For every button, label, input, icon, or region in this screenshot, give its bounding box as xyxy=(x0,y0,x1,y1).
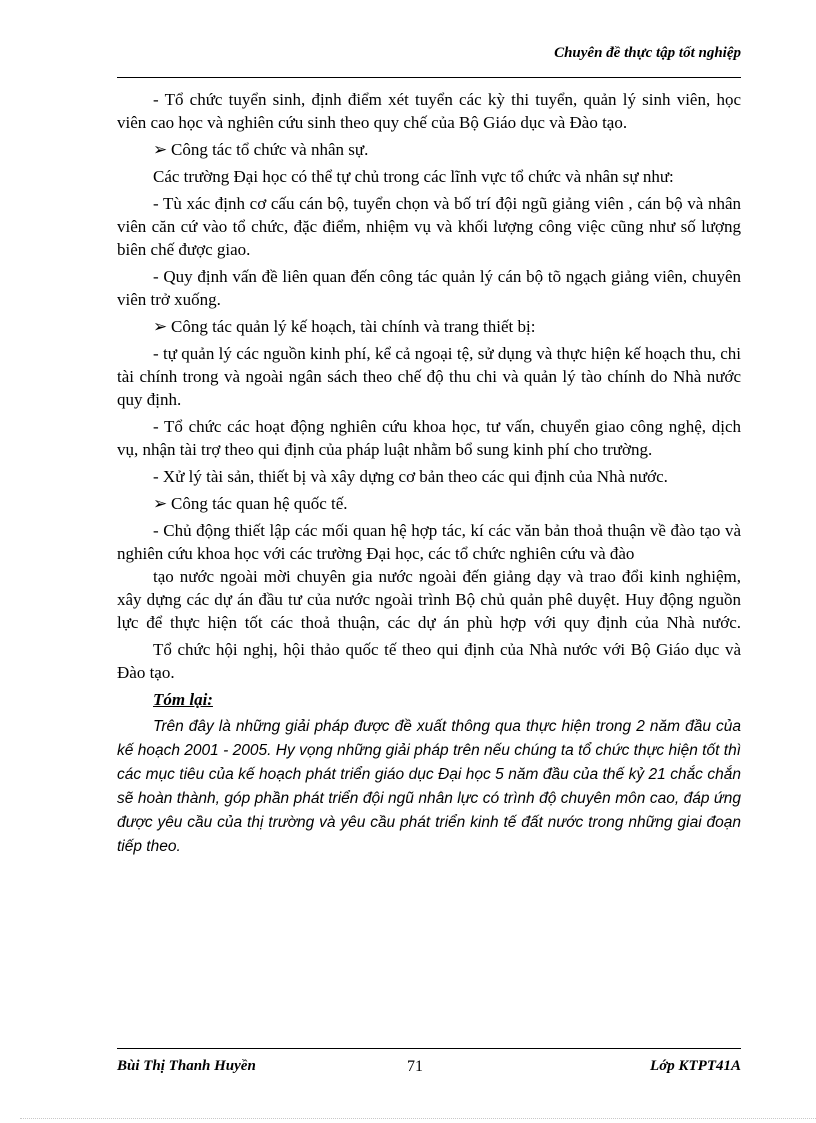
page-header-title: Chuyên đề thực tập tốt nghiệp xyxy=(554,45,741,61)
section-heading-text: Công tác tổ chức và nhân sự. xyxy=(171,140,369,159)
paragraph: - Tổ chức tuyển sinh, định điểm xét tuyển các kỳ thi tuyển, quản lý sinh viên, học viên cao học và nghiên cứu sinh theo quy chế của Bộ Giáo dục và Đào tạo. xyxy=(117,90,741,132)
section-heading xyxy=(117,492,741,515)
header-rule xyxy=(117,77,741,78)
footer-class: Lớp KTPT41A xyxy=(650,1058,741,1074)
paragraph: Tổ chức hội nghị, hội thảo quốc tế theo qui định của Nhà nước với Bộ Giáo dục và Đào tạo. xyxy=(117,640,741,682)
paragraph: - Quy định vấn đề liên quan đến công tác quản lý cán bộ tõ ngạch giảng viên, chuyên viên trở xuống. xyxy=(117,267,741,309)
paragraph: tạo nước ngoài mời chuyên gia nước ngoài đến giảng dạy và trao đổi kinh nghiệm, xây dựng các dự án đầu tư của nước ngoài trình Bộ chủ quản phê duyệt. Huy động nguồn lực để thực hiện tốt các thoả thuận, các dự án phù hợp với quy định của Nhà nước. xyxy=(117,567,741,632)
paragraph: - Chủ động thiết lập các mối quan hệ hợp tác, kí các văn bản thoả thuận về đào tạo và nghiên cứu khoa học với các trường Đại học, các tổ chức nghiên cứu và đào xyxy=(117,521,741,563)
paragraph: Các trường Đại học có thể tự chủ trong các lĩnh vực tổ chức và nhân sự như: xyxy=(153,167,674,186)
paragraph: - Tù xác định cơ cấu cán bộ, tuyển chọn và bố trí đội ngũ giảng viên , cán bộ và nhân viên căn cứ vào tổ chức, đặc điểm, nhiệm vụ và khối lượng công việc cũng như số lượng biên chế được giao. xyxy=(117,194,741,259)
section-heading xyxy=(117,138,741,161)
document-body xyxy=(117,88,741,863)
paragraph: - Xử lý tài sản, thiết bị và xây dựng cơ bản theo các qui định của Nhà nước. xyxy=(153,467,668,486)
footer-author: Bùi Thị Thanh Huyền xyxy=(117,1058,256,1074)
section-heading-text: Công tác quản lý kế hoạch, tài chính và trang thiết bị: xyxy=(171,317,536,336)
paragraph: - Tổ chức các hoạt động nghiên cứu khoa học, tư vấn, chuyển giao công nghệ, dịch vụ, nhận tài trợ theo qui định của pháp luật nhằm bổ sung kinh phí cho trường. xyxy=(117,417,741,459)
page-edge-divider xyxy=(20,1118,816,1119)
arrow-bullet-icon: ➢ xyxy=(153,140,168,159)
arrow-bullet-icon: ➢ xyxy=(153,317,168,336)
section-heading xyxy=(117,315,741,338)
paragraph: - tự quản lý các nguồn kinh phí, kể cả ngoại tệ, sử dụng và thực hiện kế hoạch thu, chi tài chính trong và ngoài ngân sách theo chế độ thu chi và quản lý tào chính do Nhà nước quy định. xyxy=(117,344,741,409)
summary-title: Tóm lại: xyxy=(153,690,213,709)
summary-paragraph: Trên đây là những giải pháp được đề xuất thông qua thực hiện trong 2 năm đầu của kế hoạch 2001 - 2005. Hy vọng những giải pháp trên nếu chúng ta tổ chức thực hiện tốt thì các mục tiêu của kế hoạch phát triển giáo dục Đại học 5 năm đầu của thế kỷ 21 chắc chắn sẽ hoàn thành, góp phần phát triển đội ngũ nhân lực có trình độ chuyên môn cao, đáp ứng được yêu cầu của thị trường và yêu cầu phát triển kinh tế đất nước trong những giai đoạn tiếp theo. xyxy=(117,718,741,855)
section-heading-text: Công tác quan hệ quốc tế. xyxy=(171,494,348,513)
arrow-bullet-icon: ➢ xyxy=(153,494,168,513)
page-number: 71 xyxy=(407,1058,423,1075)
footer-rule xyxy=(117,1048,741,1049)
